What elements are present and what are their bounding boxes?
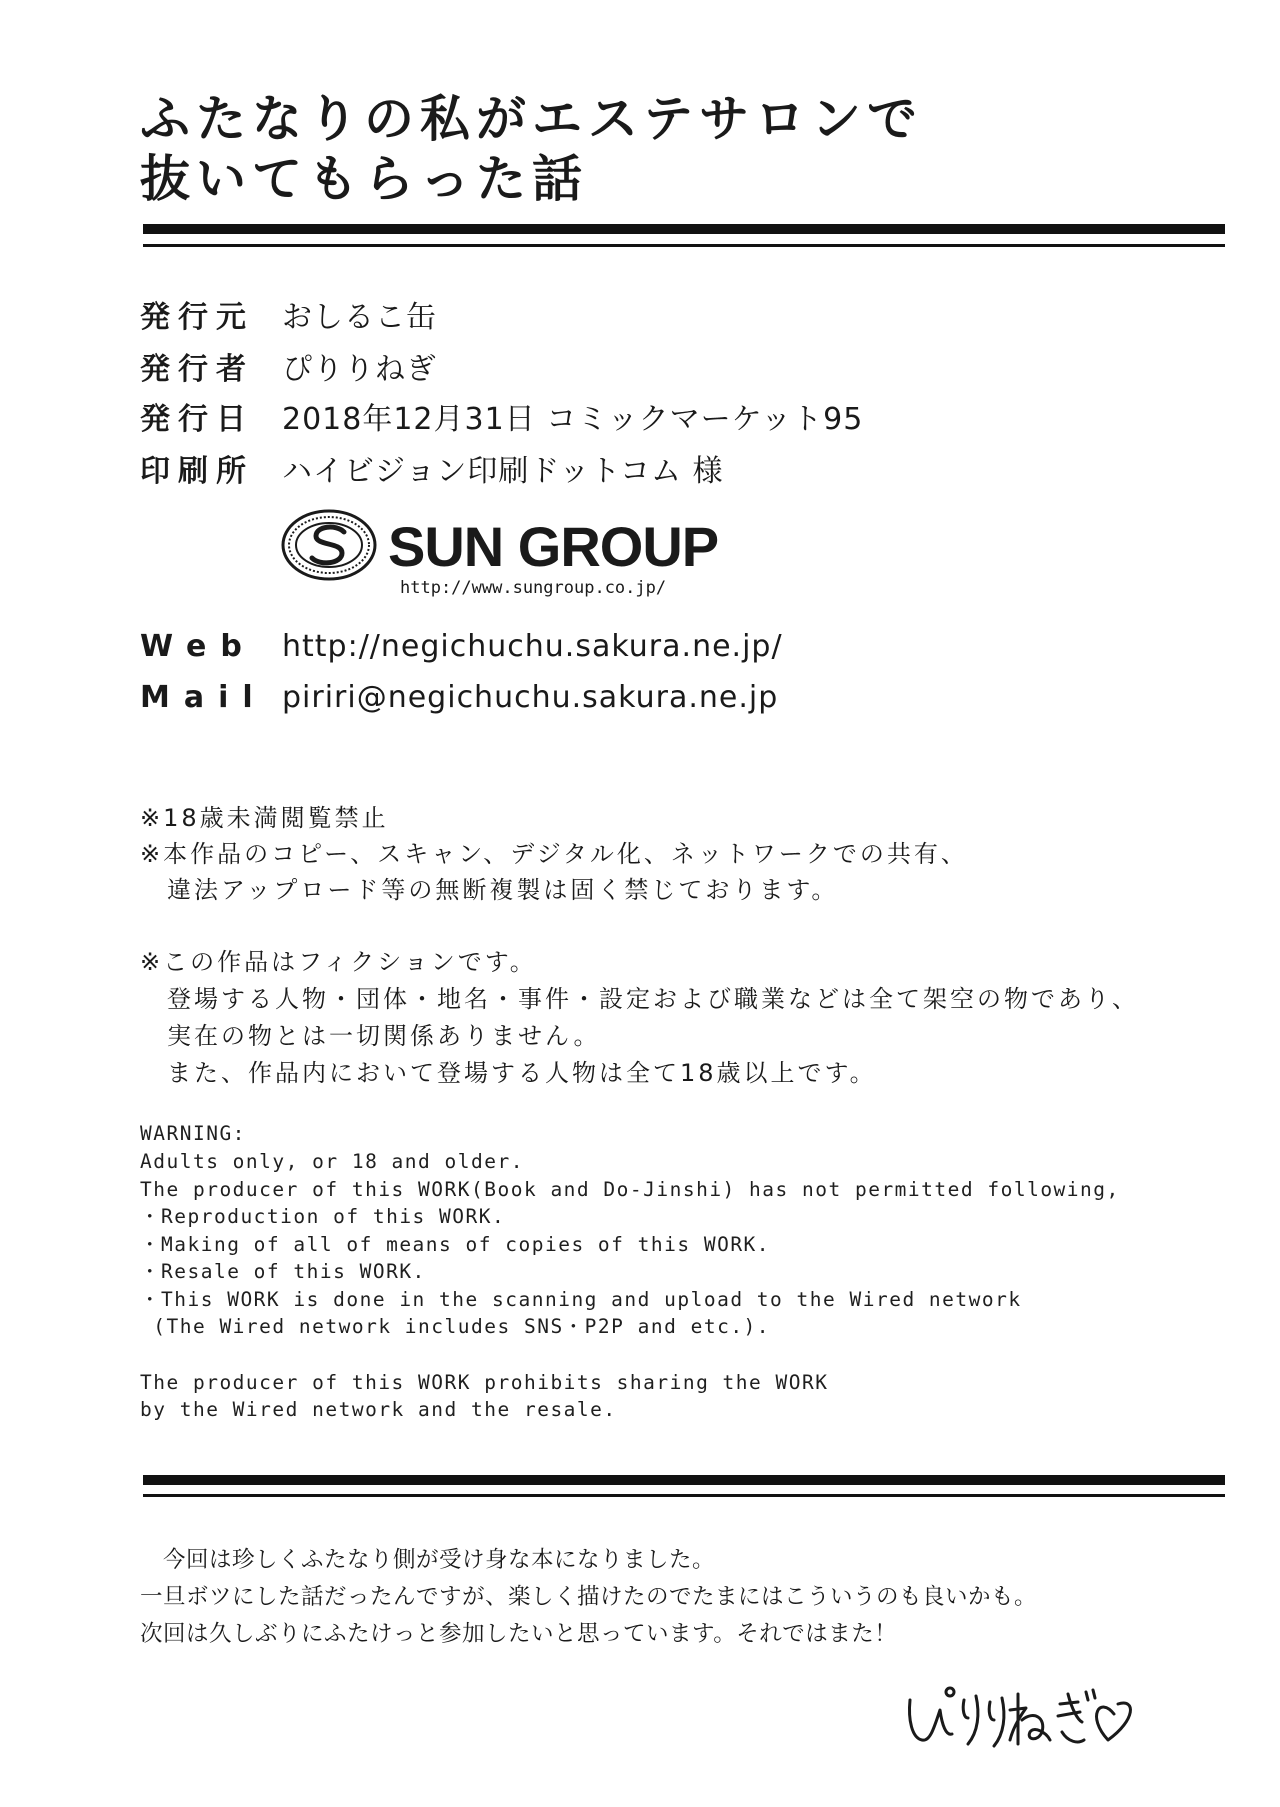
author-label: 発行者 xyxy=(140,352,254,387)
printer-label: 印刷所 xyxy=(140,454,254,489)
afterword-line-1: 今回は珍しくふたなり側が受け身な本になりました。 xyxy=(140,1547,716,1573)
afterword-line-3: 次回は久しぶりにふたけっと参加したいと思っています。それではまた！ xyxy=(140,1621,898,1647)
publisher-value: おしるこ缶 xyxy=(282,300,437,335)
warning-line: (The Wired network includes SNS・P2P and etc.). xyxy=(140,1315,771,1338)
afterword-line-2: 一旦ボツにした話だったんですが、楽しく描けたのでたまにはこういうのも良いかも。 xyxy=(140,1584,1038,1610)
notice-copy-1: ※本作品のコピー、スキャン、デジタル化、ネットワークでの共有、 xyxy=(140,840,968,868)
warning-line: ・Reproduction of this WORK. xyxy=(140,1205,506,1228)
warning-line: ・This WORK is done in the scanning and upload to the Wired network xyxy=(140,1288,1022,1311)
web-label: Web xyxy=(140,629,256,664)
section-rule-thin xyxy=(143,1494,1225,1497)
warning-line: The producer of this WORK(Book and Do-Jinshi) has not permitted following, xyxy=(140,1178,1120,1201)
publisher-label: 発行元 xyxy=(140,300,254,335)
warning-line: ・Making of all of means of copies of this WORK. xyxy=(140,1233,771,1256)
title-rule-thin xyxy=(143,244,1225,247)
printer-value: ハイビジョン印刷ドットコム 様 xyxy=(282,454,724,489)
sun-group-emblem-icon xyxy=(280,508,378,582)
mail-value: piriri@negichuchu.sakura.ne.jp xyxy=(282,680,779,715)
section-rule-thick xyxy=(143,1475,1225,1485)
mail-label: Mail xyxy=(140,680,267,715)
warning-line: Adults only, or 18 and older. xyxy=(140,1150,524,1173)
warning-heading: WARNING: xyxy=(140,1122,246,1145)
logo-url: http://www.sungroup.co.jp/ xyxy=(400,578,667,598)
logo-name: SUN GROUP xyxy=(388,515,719,578)
warning-line: ・Resale of this WORK. xyxy=(140,1260,426,1283)
warning-line: The producer of this WORK prohibits sharing the WORK xyxy=(140,1371,829,1394)
notice-fiction-4: また、作品内において登場する人物は全て18歳以上です。 xyxy=(140,1059,877,1087)
notice-copy-2: 違法アップロード等の無断複製は固く禁じております。 xyxy=(140,876,839,904)
title-rule-thick xyxy=(143,224,1225,234)
title-line-2: 抜いてもらった話 xyxy=(140,150,588,208)
notice-age-restriction: ※18歳未満閲覧禁止 xyxy=(140,804,389,832)
author-value: ぴりりねぎ xyxy=(282,352,437,387)
notice-fiction-1: ※この作品はフィクションです。 xyxy=(140,948,537,976)
author-signature xyxy=(900,1670,1150,1760)
title-line-1: ふたなりの私がエステサロンで xyxy=(140,90,923,148)
warning-line: by the Wired network and the resale. xyxy=(140,1398,617,1421)
date-label: 発行日 xyxy=(140,402,254,437)
notice-fiction-2: 登場する人物・団体・地名・事件・設定および職業などは全て架空の物であり、 xyxy=(140,985,1139,1013)
printer-logo xyxy=(280,498,760,608)
notice-fiction-3: 実在の物とは一切関係ありません。 xyxy=(140,1022,601,1050)
web-value: http://negichuchu.sakura.ne.jp/ xyxy=(282,629,783,664)
date-value: 2018年12月31日 コミックマーケット95 xyxy=(282,402,864,437)
